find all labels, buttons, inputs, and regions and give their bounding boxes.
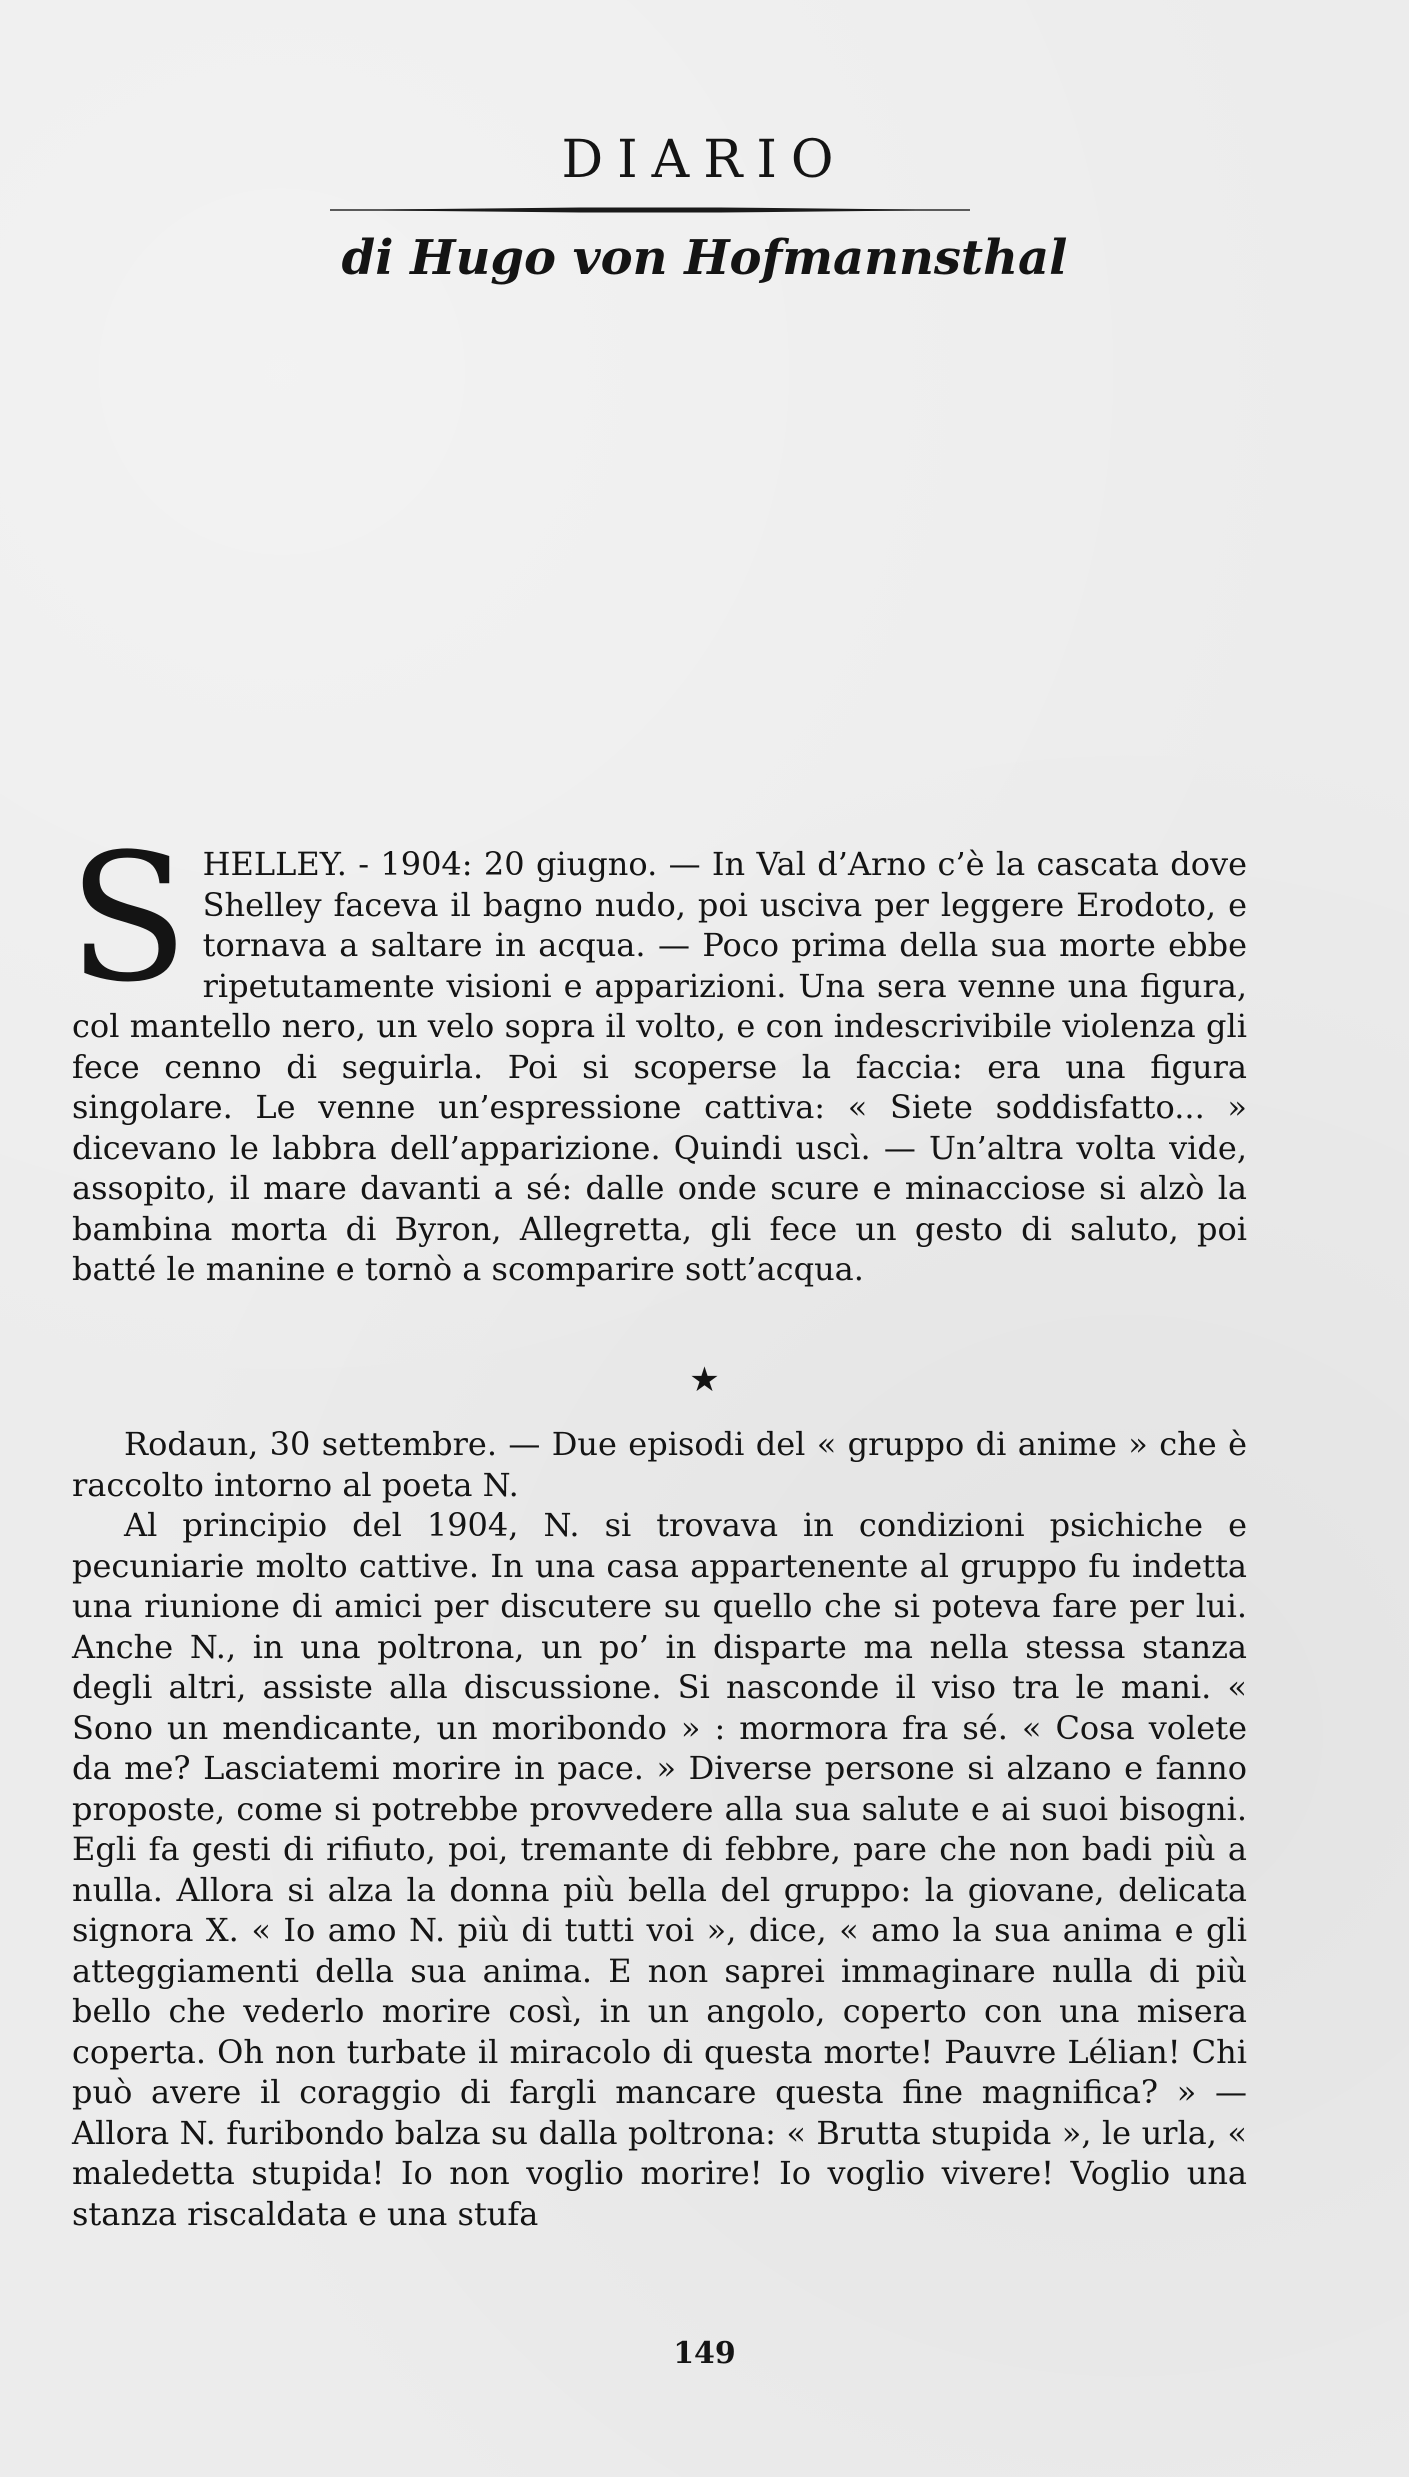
title-rule-graphic	[330, 206, 970, 214]
page-title: DIARIO	[561, 130, 848, 190]
page-number: 149	[673, 2336, 736, 2371]
paragraph-rodaun-episode: Al principio del 1904, N. si trovava in condizioni psichiche e pecuniarie molto cattive. In una casa appartenente al gruppo fu indetta una riunione di amici per discutere su quello che si poteva fare per lui. Anche N., in una poltrona, un po’ in disparte ma nella stessa stanza degli altri, assiste alla discussione. Si nasconde il viso tra le mani. « Sono un mendicante, un moribondo » : mormora fra sé. « Cosa volete da me? Lasciatemi morire in pace. » Diverse persone si alzano e fanno proposte, come si potrebbe provvedere alla sua salute e ai suoi bisogni. Egli fa gesti di rifiuto, poi, tremante di febbre, pare che non badi più a nulla. Allora si alza la donna più bella del gruppo: la giovane, delicata signora X. « Io amo N. più di tutti voi », dice, « amo la sua anima e gli atteggiamenti della sua anima. E non saprei immaginare nulla di più bello che vederlo morire così, in un angolo, coperto con una misera coperta. Oh non turbate il miracolo di questa morte! Pauvre Lélian! Chi può avere il coraggio di fargli mancare questa fine magnifica? » — Allora N. furibondo balza su dalla poltrona: « Brutta stupida », le urla, « maledetta stupida! Io non voglio morire! Io voglio vivere! Voglio una stanza riscaldata e una stufa	[72, 1506, 1247, 2233]
title-rule	[330, 206, 970, 214]
page-subtitle: di Hugo von Hofmannsthal	[341, 230, 1068, 286]
section-separator-star: ★	[689, 1360, 720, 1400]
section-rodaun	[72, 1424, 1247, 2234]
section-shelley	[68, 816, 1247, 1290]
drop-cap: S	[68, 816, 189, 1021]
paragraph-rodaun-intro: Rodaun, 30 settembre. — Due episodi del « gruppo di anime » che è raccolto intorno al poeta N.	[72, 1425, 1247, 1504]
paragraph-shelley: HELLEY. - 1904: 20 giugno. — In Val d’Arno c’è la cascata dove Shelley faceva il bagno nudo, poi usciva per leggere Erodoto, e tornava a saltare in acqua. — Poco prima della sua morte ebbe ripetutamente visioni e apparizioni. Una sera venne una figura, col mantello nero, un velo sopra il volto, e con indescrivibile violenza gli fece cenno di seguirla. Poi si scoperse la faccia: era una figura singolare. Le venne un’espressione cattiva: « Siete soddisfatto... » dicevano le labbra dell’apparizione. Quindi uscì. — Un’altra volta vide, assopito, il mare davanti a sé: dalle onde scure e minacciose si alzò la bambina morta di Byron, Allegretta, gli fece un gesto di saluto, poi batté le manine e tornò a scomparire sott’acqua.	[72, 845, 1247, 1288]
